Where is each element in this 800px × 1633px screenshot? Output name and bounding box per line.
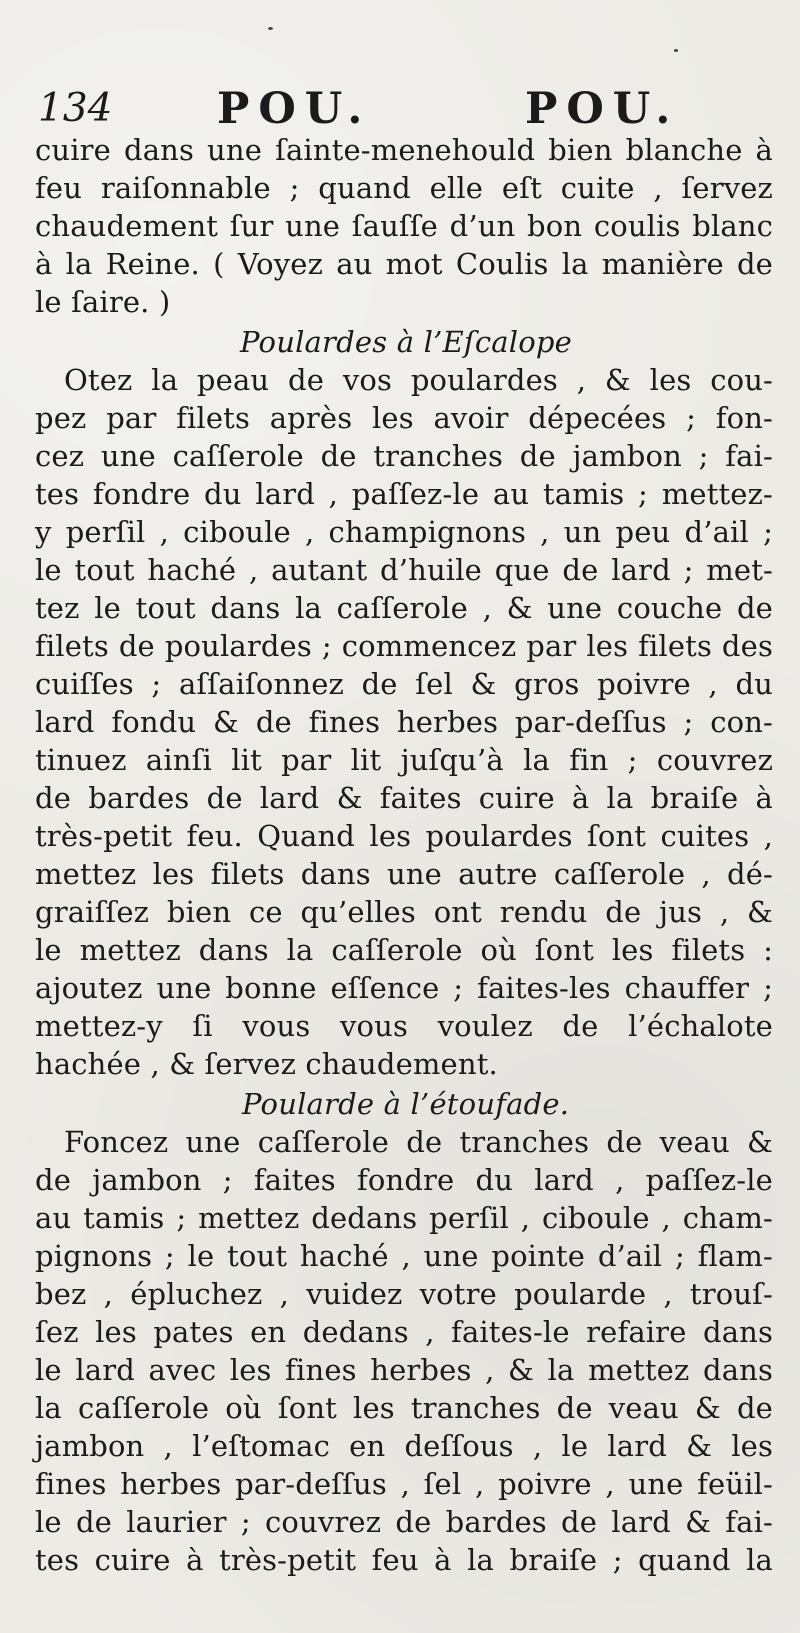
text-line: chaudement ſur une ſauſſe d’un bon coulis blanc — [35, 209, 773, 243]
text-line: feu raiſonnable ; quand elle eſt cuite , ſervez — [35, 171, 773, 205]
text-line: de jambon ; faites fondre du lard , paſſez-le — [35, 1163, 773, 1197]
text-line: à la Reine. ( Voyez au mot Coulis la manière de — [35, 247, 773, 281]
text-line: le ſaire. ) — [35, 285, 171, 319]
text-line: Otez la peau de vos poulardes , & les cou- — [64, 363, 773, 397]
text-line: lard fondu & de fines herbes par-deſſus ; con- — [35, 705, 773, 739]
text-line: jambon , l’eſtomac en deſſous , le lard & les — [35, 1429, 773, 1463]
text-line: cez une caſſerole de tranches de jambon ; fai- — [35, 439, 773, 473]
text-line: tes fondre du lard , paſſez-le au tamis ; mettez- — [35, 477, 773, 511]
page-number: 134 — [38, 86, 113, 131]
text-line: tez le tout dans la caſſerole , & une couche de — [35, 591, 773, 625]
text-line: ſez les pates en dedans , faites-le refaire dans — [35, 1315, 773, 1349]
text-line: fines herbes par-deſſus , ſel , poivre , une feüil- — [35, 1467, 773, 1501]
text-line: mettez les filets dans une autre caſſerole , dé- — [35, 857, 773, 891]
text-line: mettez-y ſi vous vous voulez de l’échalote — [35, 1009, 773, 1043]
text-line: le lard avec les fines herbes , & la mettez dans — [35, 1353, 773, 1387]
text-line: cuiſſes ; aſſaiſonnez de ſel & gros poivre , du — [35, 667, 773, 701]
print-speck — [268, 27, 273, 30]
left-running-title: POU. — [217, 84, 372, 134]
text-line: au tamis ; mettez dedans perſil , ciboule , cham- — [35, 1201, 773, 1235]
text-line: bez , épluchez , vuidez votre poularde , trouſ- — [35, 1277, 773, 1311]
section-heading: Poulardes à l’Eſcalope — [240, 325, 573, 359]
text-line: de bardes de lard & faites cuire à la braiſe à — [35, 781, 773, 815]
text-line: ajoutez une bonne eſſence ; faites-les chauffer ; — [35, 971, 773, 1005]
text-line: le mettez dans la caſſerole où ſont les filets : — [35, 933, 773, 967]
text-line: cuire dans une ſainte-menehould bien blanche à — [35, 133, 773, 167]
text-line: Foncez une caſſerole de tranches de veau & — [64, 1125, 773, 1159]
text-line: le tout haché , autant d’huile que de lard ; met- — [35, 553, 773, 587]
text-line: tes cuire à très-petit feu à la braiſe ; quand la — [35, 1543, 773, 1577]
text-line: la caſſerole où ſont les tranches de veau & de — [35, 1391, 773, 1425]
text-line: pignons ; le tout haché , une pointe d’ail ; flam- — [35, 1239, 773, 1273]
right-running-title: POU. — [525, 84, 680, 134]
text-line: le de laurier ; couvrez de bardes de lard & fai- — [35, 1505, 773, 1539]
running-header — [38, 86, 774, 136]
text-line: très-petit feu. Quand les poulardes ſont cuites , — [35, 819, 773, 853]
text-line: filets de poulardes ; commencez par les filets des — [35, 629, 773, 663]
text-line: hachée , & ſervez chaudement. — [35, 1047, 498, 1081]
text-line: graiſſez bien ce qu’elles ont rendu de jus , & — [35, 895, 773, 929]
text-line: tinuez ainſi lit par lit juſqu’à la fin ; couvrez — [35, 743, 773, 777]
text-line: y perſil , ciboule , champignons , un peu d’ail ; — [35, 515, 773, 549]
text-line: pez par filets après les avoir dépecées ; fon- — [35, 401, 773, 435]
page-text — [35, 132, 773, 1592]
section-heading: Poularde à l’étoufade. — [242, 1087, 570, 1121]
print-speck — [674, 49, 678, 52]
